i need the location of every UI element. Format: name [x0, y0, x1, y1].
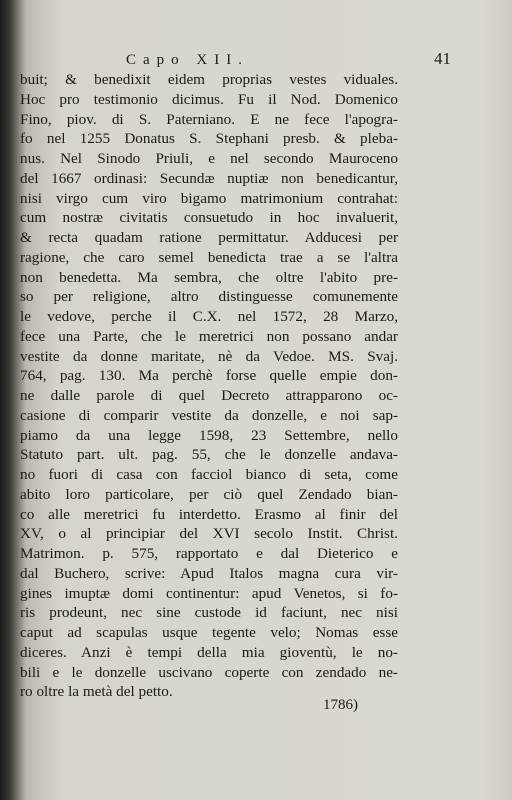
catchword: 1786) [323, 697, 358, 713]
text-line: bili e le donzelle uscivano coperte con zendado ne- [20, 663, 398, 681]
text-line: buit; & benedixit eidem proprias vestes viduales. [20, 71, 398, 88]
text-line: dal Buchero, scrive: Apud Italos magna cura vir- [20, 564, 398, 582]
text-line: non benedetta. Ma sembra, che oltre l'abito pre- [20, 268, 398, 286]
text-line: cum nostræ civitatis consuetudo in hoc invaluerit, [20, 209, 398, 227]
text-line: nisi virgo cum viro bigamo matrimonium contrahat: [20, 189, 398, 207]
text-line: abito loro particolare, per ciò quel Zendado bian- [20, 485, 398, 503]
text-line: Statuto part. ult. pag. 55, che le donzelle andava- [20, 446, 398, 464]
text-line: no fuori di casa con facciol bianco di seta, come [20, 466, 398, 483]
text-line: Fino, piov. di S. Paterniano. E ne fece l'apogra- [20, 110, 398, 128]
text-line: Hoc pro testimonio dicimus. Fu il Nod. Domenico [20, 90, 398, 108]
text-line: del 1667 ordinasi: Secundæ nuptiæ non benedicantur, [20, 169, 398, 187]
text-line: so per religione, altro distinguesse comunemente [20, 288, 398, 306]
running-title: Capo XII. [126, 52, 249, 68]
text-line: XV, o al principiar del XVI secolo Instit. Christ. [20, 525, 398, 543]
text-line: ris prodeunt, nec sine custode id faciunt, nec nisi [20, 604, 398, 622]
text-line: co alle meretrici fu interdetto. Erasmo al finir del [20, 505, 398, 523]
body-text [20, 70, 398, 702]
text-line: casione di comparir vestite da donzelle, e noi sap- [20, 406, 398, 424]
text-line: vestite da donne maritate, nè da Vedoe. MS. Svaj. [20, 347, 398, 365]
text-line: fo nel 1255 Donatus S. Stephani presb. & pleba- [20, 130, 398, 148]
text-line: ro oltre la metà del petto. [20, 683, 173, 701]
text-line: le vedove, perche il C.X. nel 1572, 28 Marzo, [20, 308, 398, 325]
text-line: & recta quadam ratione permittatur. Adducesi per [20, 229, 398, 246]
text-line: 764, pag. 130. Ma perchè forse quelle empie don- [20, 367, 398, 385]
text-line: nus. Nel Sinodo Priuli, e nel secondo Maurocenо [20, 150, 398, 167]
text-line: caput ad scapulas usque tegente velo; Nomas esse [20, 624, 398, 641]
text-line: ragione, che caro semel benedicta trae a se l'altra [20, 248, 398, 266]
text-line: fece una Parte, che le meretrici non possano andar [20, 327, 398, 345]
text-line: gines imuptæ domi continentur: apud Venetos, si fo- [20, 584, 398, 602]
text-line: ne dalle parole di quel Decreto attrapparono oc- [20, 387, 398, 404]
text-line: Matrimon. p. 575, rapportato e dal Dieterico e [20, 545, 398, 562]
text-line: piamo da una legge 1598, 23 Settembre, nello [20, 426, 398, 444]
page-number: 41 [434, 49, 451, 68]
text-line: diceres. Anzi è tempi della mia gioventù, le no- [20, 643, 398, 661]
